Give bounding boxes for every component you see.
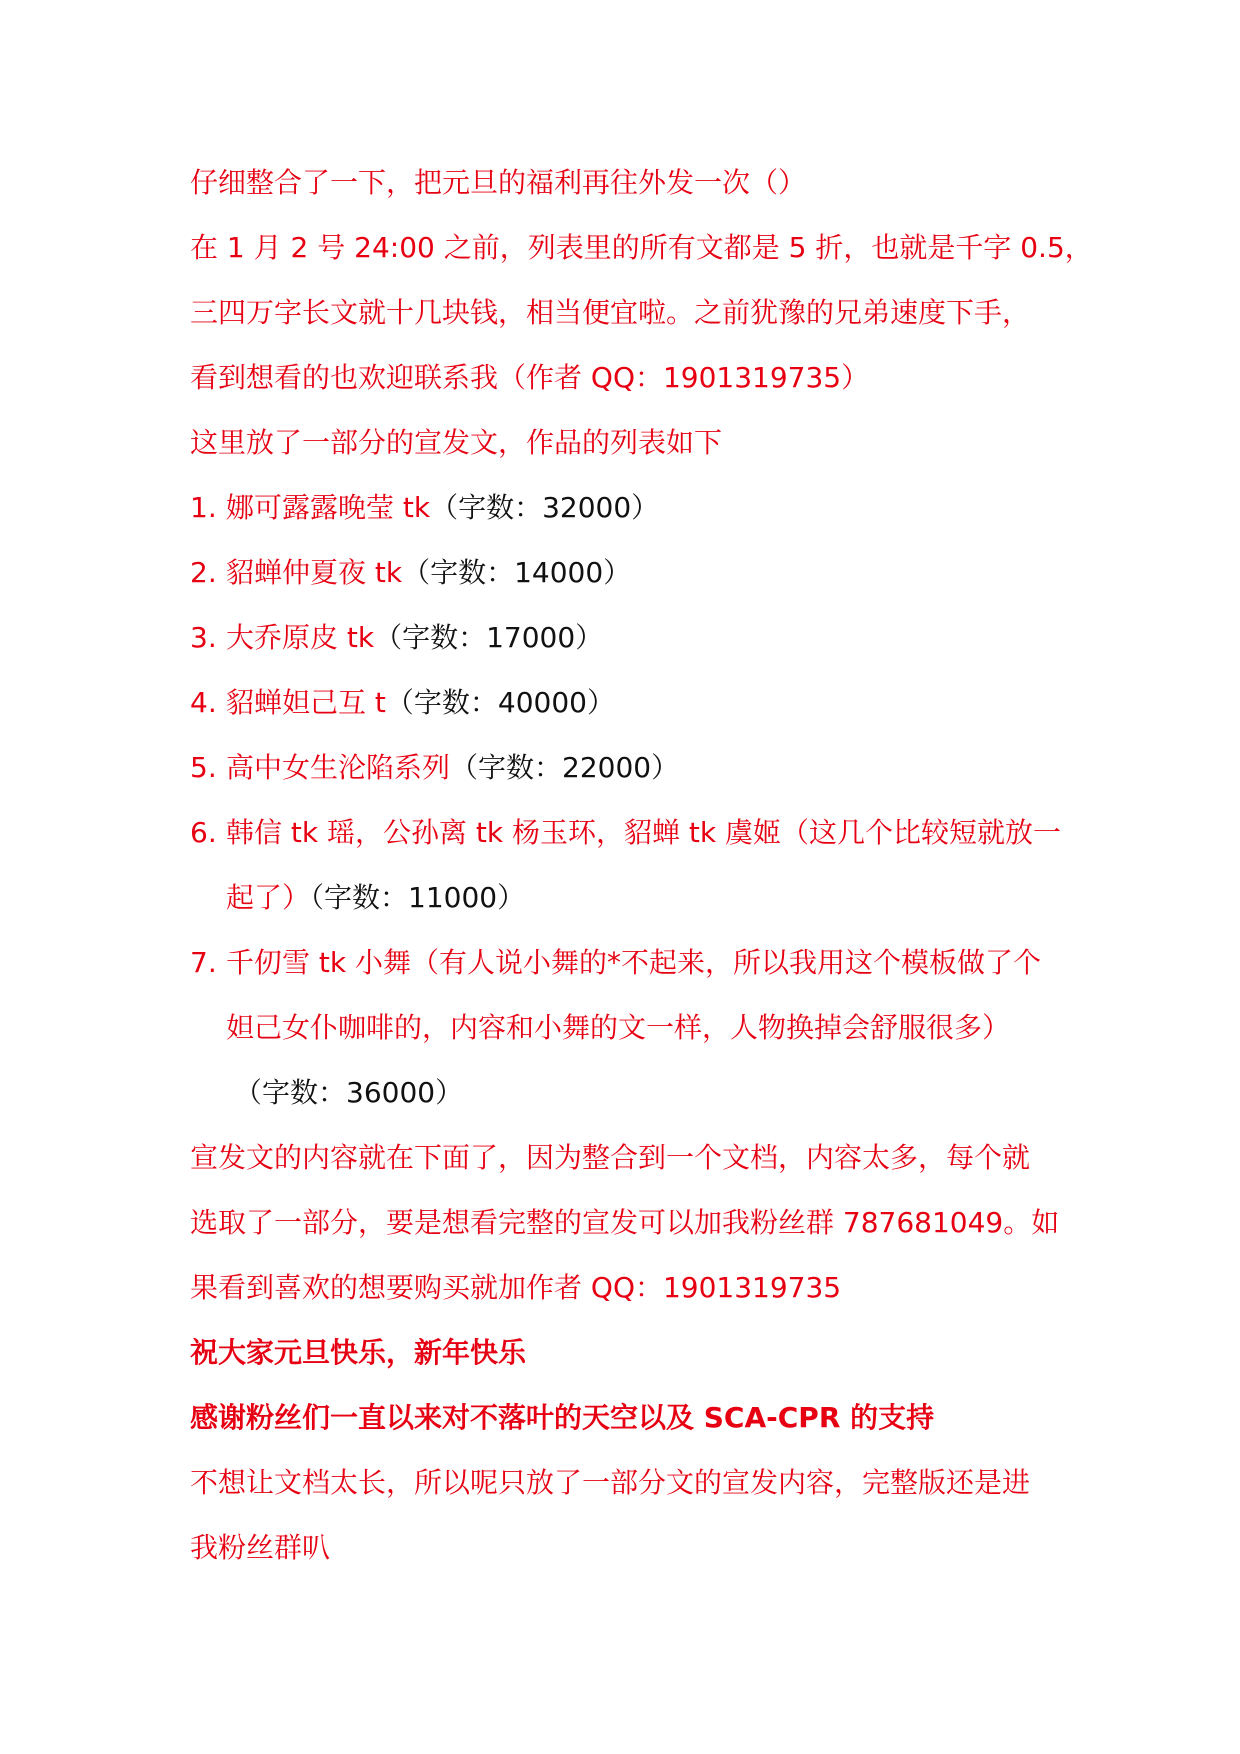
- list-title: 韩信 tk 瑶，公孙离 tk 杨玉环，貂蝉 tk 虞姬（这几个比较短就放一: [226, 816, 1061, 849]
- word-count: （字数：32000）: [430, 491, 660, 524]
- word-count: （字数：40000）: [385, 686, 615, 719]
- list-item-1: [190, 475, 1070, 540]
- list-title: 起了）: [226, 881, 311, 914]
- document-body: [190, 150, 1093, 1580]
- list-item-4: [190, 670, 1070, 735]
- list-number: 6.: [190, 816, 217, 849]
- list-title: 貂蝉仲夏夜 tk: [226, 556, 403, 589]
- word-count: （字数：22000）: [450, 751, 680, 784]
- thanks-heading: 感谢粉丝们一直以来对不落叶的天空以及 SCA-CPR 的支持: [190, 1401, 935, 1434]
- list-title: 千仞雪 tk 小舞（有人说小舞的*不起来，所以我用这个模板做了个: [226, 946, 1041, 979]
- word-count: （字数：17000）: [374, 621, 604, 654]
- intro-line-3: 三四万字长文就十几块钱，相当便宜啦。之前犹豫的兄弟速度下手，: [190, 296, 1031, 329]
- list-item-7: [190, 930, 1070, 995]
- list-number: 7.: [190, 946, 217, 979]
- list-item-6: [190, 800, 1070, 865]
- word-count: （字数：14000）: [402, 556, 632, 589]
- list-number: 3.: [190, 621, 217, 654]
- word-count: （字数：36000）: [234, 1076, 464, 1109]
- list-number: 4.: [190, 686, 217, 719]
- list-item-6-continued: [190, 865, 1070, 930]
- list-title: 大乔原皮 tk: [226, 621, 375, 654]
- list-item-7-continued: [190, 995, 1070, 1060]
- intro-line-2: 在 1 月 2 号 24:00 之前，列表里的所有文都是 5 折，也就是千字 0.5，: [190, 231, 1093, 264]
- list-number: 1.: [190, 491, 217, 524]
- outro-line-5: 我粉丝群叭: [190, 1531, 331, 1564]
- list-item-2: [190, 540, 1070, 605]
- list-title: 高中女生沦陷系列: [226, 751, 451, 784]
- list-title: 娜可露露晚莹 tk: [226, 491, 431, 524]
- outro-line-4: 不想让文档太长，所以呢只放了一部分文的宣发内容，完整版还是进: [190, 1466, 1031, 1499]
- outro-line-3: 果看到喜欢的想要购买就加作者 QQ：1901319735: [190, 1271, 842, 1304]
- intro-line-4: 看到想看的也欢迎联系我（作者 QQ：1901319735）: [190, 361, 870, 394]
- list-title: 妲己女仆咖啡的，内容和小舞的文一样，人物换掉会舒服很多）: [226, 1011, 1011, 1044]
- greeting-heading: 祝大家元旦快乐，新年快乐: [190, 1336, 527, 1369]
- list-number: 5.: [190, 751, 217, 784]
- list-item-3: [190, 605, 1070, 670]
- list-number: 2.: [190, 556, 217, 589]
- list-item-5: [190, 735, 1070, 800]
- outro-line-1: 宣发文的内容就在下面了，因为整合到一个文档，内容太多，每个就: [190, 1141, 1031, 1174]
- outro-line-2: 选取了一部分，要是想看完整的宣发可以加我粉丝群 787681049。如: [190, 1206, 1060, 1239]
- list-title: 貂蝉妲己互 t: [226, 686, 386, 719]
- word-count: （字数：11000）: [310, 881, 526, 914]
- intro-line-1: 仔细整合了一下，把元旦的福利再往外发一次（）: [190, 166, 807, 199]
- intro-line-5: 这里放了一部分的宣发文，作品的列表如下: [190, 426, 723, 459]
- list-item-7-count: [190, 1060, 1070, 1125]
